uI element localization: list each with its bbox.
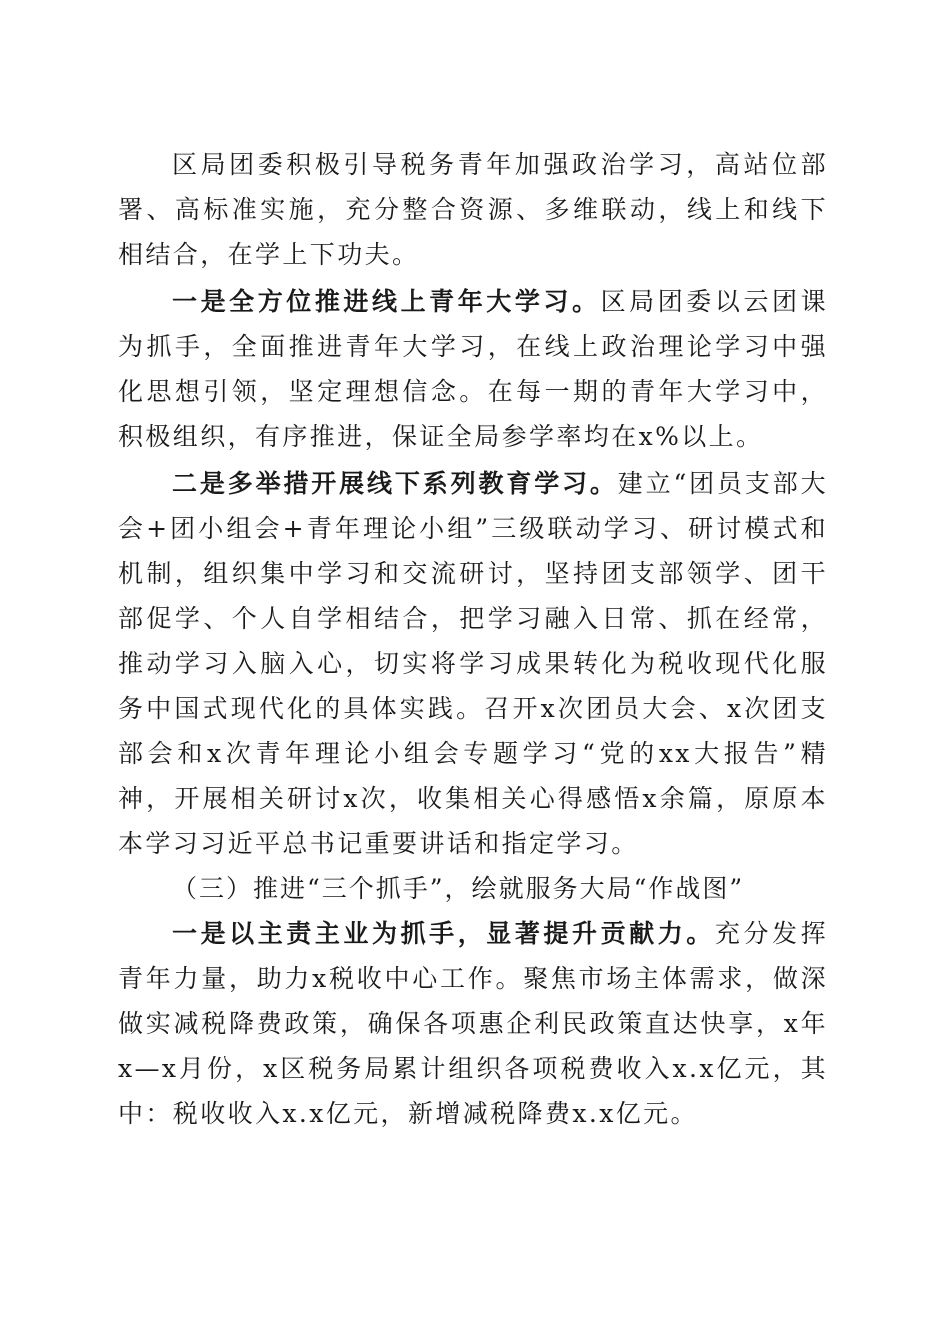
paragraph-offline-study-lead: 二是多举措开展线下系列教育学习。 [172, 469, 618, 498]
paragraph-offline-study-text: 建立“团员支部大会+团小组会+青年理论小组”三级联动学习、研讨模式和机制，组织集中学习和交流研讨，坚持团支部领学、团干部促学、个人自学相结合，把学习融入日常、抓在经常，推动学习入脑入心，切实将学习成果转化为税收现代化服务中国式现代化的具体实践。召开x次团员大会、x次团支部会和x次青年理论小组会专题学习“党的xx大报告”精神，开展相关研讨x次，收集相关心得感悟x余篇，原原本本学习习近平总书记重要讲话和指定学习。 [118, 469, 829, 858]
paragraph-main-duty-lead: 一是以主责主业为抓手，显著提升贡献力。 [172, 919, 715, 948]
paragraph-main-duty-text: 充分发挥青年力量，助力x税收中心工作。聚焦市场主体需求，做深做实减税降费政策，确保各项惠企利民政策直达快享，x年x—x月份，x区税务局累计组织各项税费收入x.x亿元，其中：税收收入x.x亿元，新增减税降费x.x亿元。 [118, 919, 828, 1128]
paragraph-main-duty [118, 911, 828, 1136]
paragraph-online-study-text: 区局团委以云团课为抓手，全面推进青年大学习，在线上政治理论学习中强化思想引领，坚定理想信念。在每一期的青年大学习中，积极组织，有序推进，保证全局参学率均在x%以上。 [118, 287, 828, 451]
section-heading: （三）推进“三个抓手”，绘就服务大局“作战图” [172, 874, 745, 903]
paragraph-intro [118, 142, 828, 277]
paragraph-online-study-lead: 一是全方位推进线上青年大学习。 [172, 287, 601, 316]
document-body [118, 142, 828, 1136]
paragraph-online-study [118, 279, 828, 459]
paragraph-intro-text: 区局团委积极引导税务青年加强政治学习，高站位部署、高标准实施，充分整合资源、多维联动，线上和线下相结合，在学上下功夫。 [118, 150, 828, 269]
paragraph-offline-study [118, 461, 828, 866]
